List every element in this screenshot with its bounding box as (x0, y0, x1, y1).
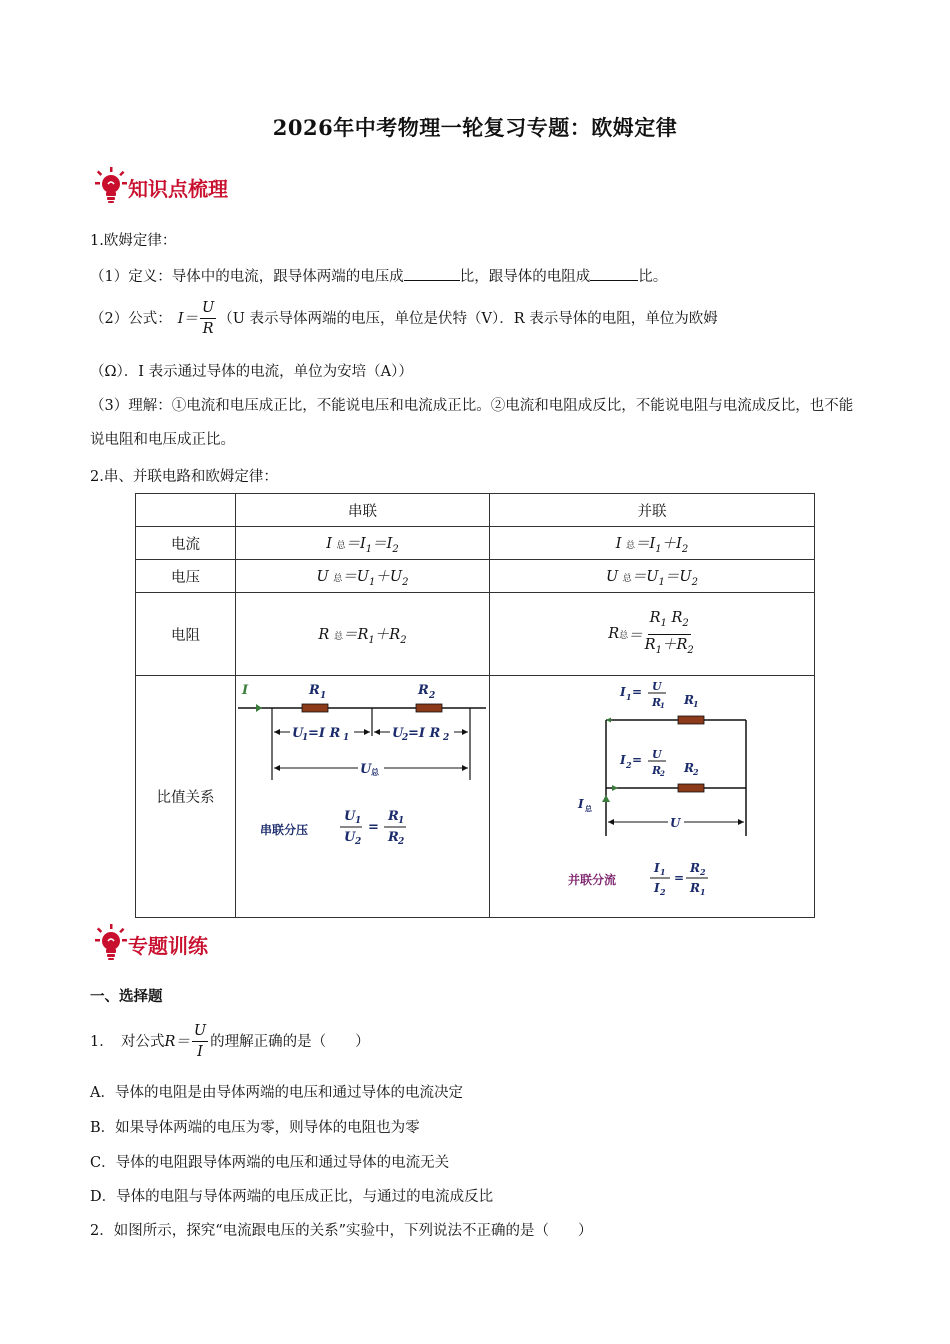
svg-text:U: U (669, 816, 681, 830)
table-row-ratio (136, 676, 815, 918)
svg-text:1: 1 (699, 887, 706, 897)
row-label-resistance: 电阻 (136, 593, 236, 676)
svg-text:I: I (619, 753, 626, 767)
formula-numerator: U (200, 298, 216, 319)
svg-text:U: U (651, 748, 662, 761)
definition-suffix: 比。 (638, 269, 668, 285)
svg-text:I: I (577, 797, 584, 811)
svg-text:=: = (673, 871, 685, 885)
option-d: D．导体的电阻与导体两端的电压成正比，与通过的电流成反比 (90, 1189, 494, 1205)
svg-text:1: 1 (398, 816, 405, 826)
svg-text:总: 总 (371, 767, 379, 777)
svg-text:2: 2 (443, 733, 450, 743)
q1-fraction (192, 1021, 208, 1062)
svg-text:2: 2 (625, 760, 632, 770)
understanding-text: （3）理解：①电流和电压成正比，不能说电压和电流成正比。②电流和电阻成反比，不能说电阻与电流成反比，也不能说电阻和电压成正比。 (90, 398, 854, 448)
section-knowledge-heading (90, 165, 228, 209)
parallel-voltage-formula: U 总$=U_1=U_2$ (489, 560, 814, 593)
svg-text:R: R (418, 683, 429, 698)
table-header-row (136, 494, 815, 527)
row-label-current: 电流 (136, 527, 236, 560)
svg-text:2: 2 (692, 767, 699, 777)
svg-text:U: U (344, 830, 356, 845)
formula-description-continued: （Ω）．I 表示通过导体的电流，单位为安培（A）） (90, 364, 413, 380)
formula-description: （U 表示导体两端的电压，单位是伏特（V）．R 表示导体的电阻，单位为欧姆 (218, 310, 718, 327)
svg-text:2: 2 (355, 837, 362, 847)
svg-text:=I R: =I R (308, 726, 341, 741)
svg-text:I: I (653, 881, 660, 895)
svg-text:2: 2 (402, 733, 409, 743)
q1-prefix: 1． 对公式 (90, 1033, 165, 1050)
svg-text:R: R (689, 861, 700, 875)
parallel-diagram-cell (489, 676, 814, 918)
svg-text:R: R (388, 809, 399, 824)
series-circuit-diagram (236, 676, 488, 854)
part-heading: 一、选择题 (90, 989, 163, 1005)
table-row-current (136, 527, 815, 560)
svg-text:=: = (631, 685, 643, 699)
svg-text:I: I (242, 683, 249, 698)
svg-text:R: R (309, 683, 320, 698)
table-header-empty (136, 494, 236, 527)
parallel-divider-label: 并联分流 (567, 873, 616, 887)
svg-text:=I R: =I R (408, 726, 441, 741)
q1-denominator: I (197, 1044, 203, 1060)
svg-text:I: I (653, 861, 660, 875)
definition-line (90, 265, 667, 287)
series-voltage-formula: U 总$=U_1+U_2$ (236, 560, 490, 593)
series-diagram-cell (236, 676, 490, 918)
row-label-ratio: 比值关系 (136, 676, 236, 918)
svg-text:1: 1 (355, 816, 362, 826)
svg-text:U: U (344, 809, 356, 824)
option-c: C．导体的电阻跟导体两端的电压和通过导体的电流无关 (90, 1155, 450, 1171)
definition-mid: 比，跟导体的电阻成 (459, 269, 591, 285)
svg-text:1: 1 (343, 733, 350, 743)
svg-text:R: R (651, 696, 662, 709)
q1-suffix: 的理解正确的是（ ） (210, 1033, 370, 1050)
svg-text:U: U (392, 726, 404, 741)
formula-prefix: （2）公式： (90, 310, 172, 327)
svg-text:U: U (360, 762, 372, 777)
svg-text:U: U (651, 680, 662, 693)
svg-text:2: 2 (398, 837, 405, 847)
formula-denominator: R (202, 321, 214, 337)
blank-2 (590, 265, 638, 281)
question-2: 2．如图所示，探究“电流跟电压的关系”实验中，下列说法不正确的是（ ） (90, 1223, 593, 1239)
parallel-current-formula: I 总$=I_1+I_2$ (489, 527, 814, 560)
series-current-formula: I 总$=I_1=I_2$ (236, 527, 490, 560)
table-header-parallel: 并联 (489, 494, 814, 527)
svg-text:2: 2 (659, 769, 665, 778)
formula-line (90, 298, 718, 339)
series-resistance-formula: R 总$=R_1+R_2$ (236, 593, 490, 676)
table-row-resistance (136, 593, 815, 676)
svg-text:=: = (631, 753, 643, 767)
definition-prefix: （1）定义：导体中的电流，跟导体两端的电压成 (90, 269, 404, 285)
svg-text:2: 2 (429, 691, 436, 701)
item-2: 2.串、并联电路和欧姆定律： (90, 469, 278, 485)
q1-numerator: U (192, 1021, 208, 1042)
table-row-voltage (136, 560, 815, 593)
svg-text:R: R (689, 881, 700, 895)
svg-text:1: 1 (320, 691, 327, 701)
circuit-comparison-table (135, 493, 815, 918)
row-label-voltage: 电压 (136, 560, 236, 593)
option-b: B．如果导体两端的电压为零，则导体的电阻也为零 (90, 1120, 420, 1136)
parallel-circuit-diagram (490, 676, 814, 912)
lightbulb-icon (90, 165, 132, 209)
svg-text:1: 1 (692, 699, 699, 709)
item-1: 1.欧姆定律： (90, 233, 177, 249)
svg-text:R: R (388, 830, 399, 845)
section-training-heading (90, 922, 208, 966)
svg-text:1: 1 (302, 733, 309, 743)
svg-text:U: U (292, 726, 304, 741)
formula-lhs: I＝ (177, 310, 198, 327)
svg-text:I: I (619, 685, 626, 699)
svg-text:1: 1 (659, 867, 666, 877)
svg-text:2: 2 (659, 887, 666, 897)
svg-text:R: R (651, 764, 662, 777)
lightbulb-icon (90, 922, 132, 966)
parallel-resistance-formula: R 总 ＝ $\frac{R_1 R_2}{R_1+R_2}$ (489, 593, 814, 676)
formula-fraction (200, 298, 216, 339)
blank-1 (404, 265, 460, 281)
series-divider-label: 串联分压 (260, 823, 309, 837)
q1-formula-lhs: R＝ (164, 1033, 190, 1050)
svg-text:总: 总 (584, 804, 592, 813)
svg-text:1: 1 (625, 692, 632, 702)
option-a: A．导体的电阻是由导体两端的电压和通过导体的电流决定 (90, 1085, 463, 1101)
svg-text:2: 2 (699, 867, 706, 877)
section-title: 专题训练 (128, 933, 208, 958)
svg-text:R: R (683, 693, 694, 707)
table-header-series: 串联 (236, 494, 490, 527)
section-title: 知识点梳理 (128, 176, 228, 201)
svg-text:1: 1 (659, 701, 665, 710)
svg-text:=: = (368, 820, 379, 835)
svg-text:R: R (683, 761, 694, 775)
question-1 (90, 1021, 370, 1062)
page-title: 2026年中考物理一轮复习专题：欧姆定律 (272, 115, 678, 140)
